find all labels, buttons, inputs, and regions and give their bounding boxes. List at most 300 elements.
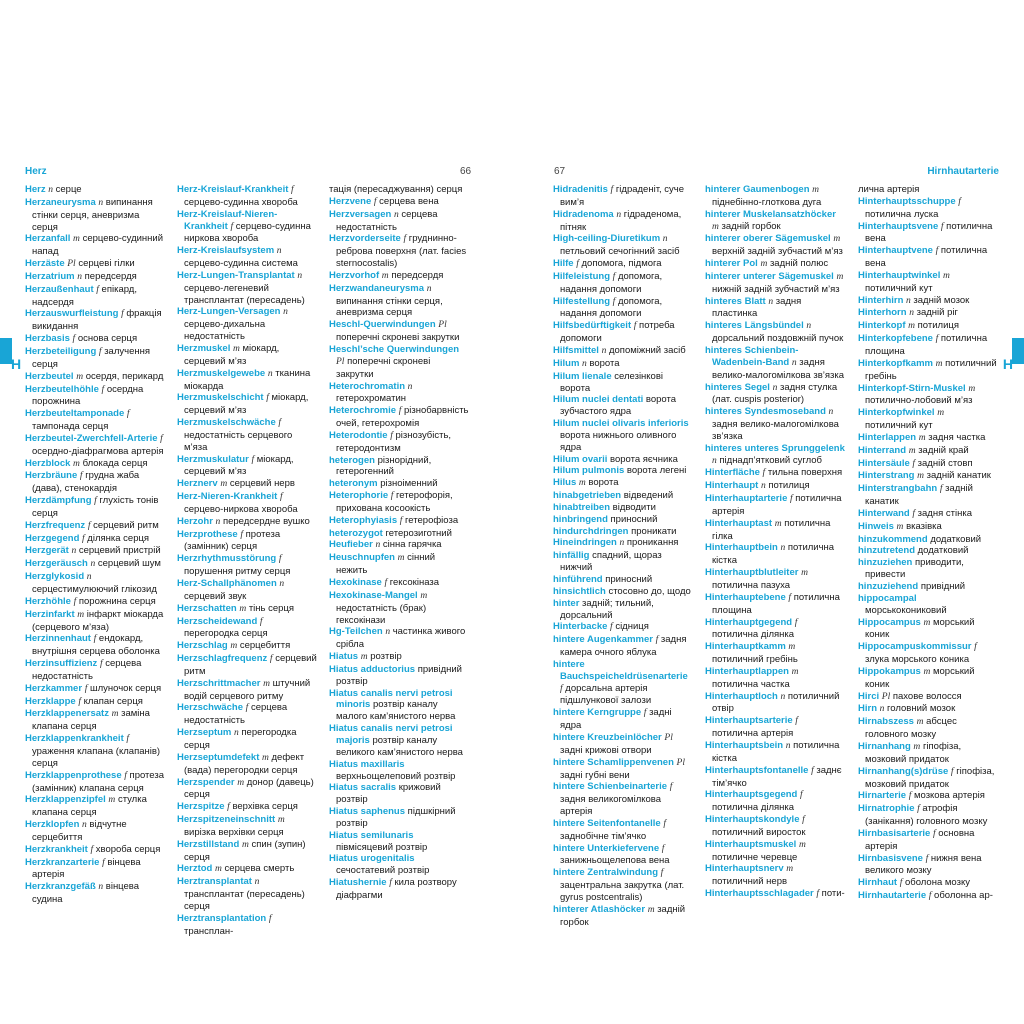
entry-translation: серцева недостатність bbox=[336, 208, 438, 233]
entry-translation: морський коник bbox=[865, 616, 975, 641]
dictionary-entry bbox=[858, 221, 998, 246]
entry-headword: Hinterhauptsmuskel bbox=[705, 838, 797, 850]
entry-gender: f bbox=[227, 802, 230, 813]
dictionary-entry bbox=[329, 759, 469, 783]
dictionary-entry bbox=[553, 514, 693, 526]
entry-headword: Hilum bbox=[553, 357, 580, 369]
dictionary-entry bbox=[705, 382, 845, 407]
dictionary-entry bbox=[177, 913, 317, 938]
entry-translation: задня велико-малогомілкова зв’язка bbox=[712, 419, 839, 442]
entry-translation: задній горбок bbox=[721, 220, 781, 232]
dictionary-entry bbox=[329, 283, 469, 320]
entry-headword: Herzaußenhaut bbox=[25, 283, 94, 295]
dictionary-entry bbox=[553, 258, 693, 271]
entry-gender: m bbox=[230, 641, 238, 652]
entry-translation: ворота зубчастого ядра bbox=[560, 394, 677, 418]
entry-gender: m bbox=[237, 777, 245, 788]
dictionary-entry bbox=[858, 458, 998, 471]
entry-headword: hintere Schienbeinarterie bbox=[553, 781, 668, 793]
entry-gender: f bbox=[384, 578, 388, 588]
dictionary-entry bbox=[25, 633, 165, 658]
entry-headword: Hidradenitis bbox=[553, 184, 608, 195]
entry-gender: m bbox=[360, 652, 368, 663]
entry-translation: селезінкові ворота bbox=[560, 370, 664, 394]
dictionary-entry bbox=[858, 666, 998, 691]
thumb-index-letter-right: H bbox=[1002, 356, 1013, 372]
dictionary-entry bbox=[177, 454, 317, 479]
entry-translation: спадний, щораз нижчий bbox=[560, 550, 662, 574]
entry-gender: f bbox=[160, 433, 163, 444]
entry-headword: Hippocampuskommissur bbox=[858, 641, 972, 653]
entry-headword: hinbringend bbox=[553, 513, 608, 525]
entry-gender: f bbox=[935, 334, 939, 345]
entry-headword: Heterophyiasis bbox=[329, 514, 398, 526]
dictionary-entry bbox=[553, 757, 693, 782]
dictionary-entry bbox=[25, 844, 165, 857]
entry-headword: Herzauswurfleistung bbox=[25, 308, 119, 320]
entry-translation: потилична частка bbox=[712, 678, 790, 690]
dictionary-entry bbox=[25, 733, 165, 770]
dictionary-entry bbox=[177, 801, 317, 814]
entry-gender: f bbox=[925, 853, 929, 864]
entry-translation: крижовий розтвір bbox=[336, 782, 441, 806]
entry-gender: f bbox=[939, 484, 943, 495]
dictionary-entry bbox=[329, 209, 469, 234]
dictionary-entry bbox=[25, 596, 165, 609]
dictionary-entry bbox=[705, 320, 845, 345]
entry-gender: m bbox=[913, 741, 921, 752]
entry-gender: f bbox=[126, 734, 130, 745]
dictionary-entry bbox=[329, 651, 469, 664]
dictionary-entry bbox=[858, 581, 998, 593]
entry-translation: задні губні вени bbox=[560, 769, 630, 781]
entry-translation: зацентральна закрутка (лат. gyrus postcentralis) bbox=[560, 880, 685, 903]
entry-translation: задні ядра bbox=[560, 707, 672, 732]
entry-headword: Herzbräune bbox=[25, 470, 78, 482]
dictionary-entry bbox=[705, 839, 845, 864]
dictionary-entry bbox=[177, 702, 317, 727]
entry-headword: Hinterhauptkamm bbox=[705, 641, 786, 653]
entry-headword: Herzscheidewand bbox=[177, 615, 258, 627]
dictionary-entry bbox=[329, 455, 469, 479]
dictionary-entry bbox=[329, 688, 469, 724]
entry-gender: m bbox=[77, 609, 85, 620]
dictionary-column-2 bbox=[177, 184, 317, 937]
entry-gender: f bbox=[633, 321, 637, 332]
entry-gender: f bbox=[802, 815, 805, 826]
entry-headword: Hiatus sacralis bbox=[329, 782, 397, 794]
entry-translation: серцева смерть bbox=[224, 863, 295, 875]
dictionary-entry bbox=[553, 818, 693, 843]
entry-translation: тильна поверхня bbox=[767, 467, 843, 479]
dictionary-entry bbox=[705, 641, 845, 666]
entry-gender: f bbox=[78, 696, 81, 707]
entry-translation: серцестимулюючий глікозид bbox=[32, 584, 157, 595]
dictionary-entry bbox=[705, 617, 845, 642]
entry-headword: Hirnbasisvene bbox=[858, 852, 923, 864]
entry-headword: hintere Schamlippenvenen bbox=[553, 756, 674, 768]
entry-headword: Herzglykosid bbox=[25, 571, 85, 583]
entry-gender: f bbox=[663, 818, 666, 829]
dictionary-entry bbox=[705, 592, 845, 617]
entry-headword: Hirnanhang(s)drüse bbox=[858, 765, 949, 777]
entry-headword: Hirnatrophie bbox=[858, 803, 915, 815]
entry-translation: серцеві гілки bbox=[78, 258, 135, 270]
entry-headword: hinteres Längsbündel bbox=[705, 320, 804, 332]
entry-gender: n bbox=[375, 540, 381, 551]
dictionary-entry bbox=[177, 863, 317, 876]
entry-translation: морський коник bbox=[865, 665, 975, 690]
entry-translation: верхньощелеповий розтвір bbox=[336, 770, 456, 782]
dictionary-entry bbox=[858, 691, 998, 704]
entry-gender: f bbox=[82, 533, 85, 544]
entry-headword: Hirnabszess bbox=[858, 716, 914, 728]
entry-headword: hinzukommend bbox=[858, 533, 928, 545]
entry-gender: m bbox=[923, 666, 931, 677]
entry-headword: Hinterhauptebene bbox=[705, 591, 786, 603]
entry-gender: m bbox=[381, 270, 389, 281]
dictionary-entry bbox=[25, 184, 165, 197]
dictionary-entry bbox=[25, 308, 165, 333]
entry-headword: Herztransplantation bbox=[177, 912, 267, 924]
dictionary-entry bbox=[705, 666, 845, 691]
entry-headword: Hinterfläche bbox=[705, 467, 760, 479]
entry-headword: Herzgegend bbox=[25, 532, 80, 544]
entry-headword: Herzinfarkt bbox=[25, 608, 75, 620]
dictionary-entry bbox=[329, 528, 469, 540]
dictionary-entry bbox=[177, 417, 317, 454]
entry-gender: n bbox=[760, 481, 766, 492]
entry-translation: підшкірний розтвір bbox=[336, 806, 456, 829]
entry-translation: серцебиття bbox=[239, 640, 291, 652]
entry-translation: лична артерія bbox=[858, 184, 920, 195]
entry-headword: Hilus bbox=[553, 477, 577, 489]
entry-translation: серцево-судинна ниркова хвороба bbox=[184, 220, 311, 245]
entry-translation: серцево-легеневий трансплантат (пересадень) bbox=[184, 282, 305, 306]
entry-headword: Hiatus saphenus bbox=[329, 806, 406, 818]
entry-translation: потилична кістка bbox=[712, 739, 840, 764]
entry-translation: заднє тім’ячко bbox=[712, 764, 842, 789]
dictionary-entry bbox=[705, 715, 845, 740]
entry-gender: n bbox=[616, 209, 622, 220]
entry-headword: Heschl-Querwindungen bbox=[329, 319, 436, 331]
entry-gender: f bbox=[908, 791, 912, 802]
entry-headword: hinteres Segel bbox=[705, 381, 770, 393]
entry-translation: потилична ділянка bbox=[712, 629, 795, 641]
entry-headword: Hiatus adductorius bbox=[329, 663, 416, 675]
entry-gender: f bbox=[899, 878, 903, 889]
entry-headword: Hinterhauptsschlagader bbox=[705, 888, 814, 900]
entry-headword: Hirnhautarterie bbox=[858, 890, 927, 902]
entry-headword: Herzspender bbox=[177, 776, 235, 788]
dictionary-entry bbox=[553, 490, 693, 502]
entry-gender: m bbox=[397, 553, 405, 564]
dictionary-entry bbox=[177, 392, 317, 417]
dictionary-entry bbox=[705, 789, 845, 814]
entry-gender: f bbox=[399, 515, 403, 526]
entry-gender: n bbox=[98, 882, 104, 893]
entry-headword: hintere Kreuzbeinlöcher bbox=[553, 731, 662, 743]
entry-translation: потиличне черевце bbox=[712, 851, 798, 863]
thumb-index-tab-right bbox=[1012, 338, 1024, 364]
entry-gender: m bbox=[760, 259, 768, 270]
dictionary-entry bbox=[858, 545, 998, 557]
entry-headword: Herzklappe bbox=[25, 695, 76, 707]
entry-gender: m bbox=[798, 839, 806, 850]
dictionary-entry bbox=[705, 518, 845, 543]
entry-headword: Hilum nuclei dentati bbox=[553, 394, 644, 406]
entry-gender: m bbox=[647, 904, 655, 915]
entry-translation: ворота яєчника bbox=[610, 453, 678, 465]
entry-gender: f bbox=[643, 708, 647, 719]
dictionary-entry bbox=[25, 233, 165, 258]
entry-translation: оболонна ар- bbox=[934, 890, 993, 902]
dictionary-entry bbox=[177, 343, 317, 368]
dictionary-entry bbox=[553, 394, 693, 418]
entry-translation: допомога, підмога bbox=[581, 258, 662, 270]
entry-headword: Herzhöhle bbox=[25, 595, 71, 607]
entry-translation: осердна порожнина bbox=[32, 383, 144, 408]
entry-headword: Hinterkopfebene bbox=[858, 333, 933, 345]
dictionary-entry bbox=[858, 307, 998, 320]
dictionary-entry bbox=[177, 553, 317, 578]
dictionary-entry bbox=[177, 578, 317, 603]
entry-translation: вінцева судина bbox=[32, 881, 140, 906]
entry-gender: n bbox=[86, 572, 92, 583]
dictionary-entry bbox=[25, 470, 165, 495]
dictionary-entry bbox=[705, 296, 845, 321]
entry-translation: поперечні скроневі закрутки bbox=[336, 355, 431, 380]
entry-headword: Hiatus canalis nervi petrosi minoris bbox=[329, 687, 453, 711]
dictionary-entry bbox=[329, 539, 469, 552]
entry-translation: допомога, надання допомоги bbox=[560, 270, 663, 295]
entry-headword: Hirnbasisarterie bbox=[858, 827, 931, 839]
dictionary-entry bbox=[553, 465, 693, 477]
dictionary-entry bbox=[553, 358, 693, 371]
entry-headword: Herzdämpfung bbox=[25, 495, 92, 507]
entry-gender: n bbox=[77, 271, 83, 282]
entry-headword: hinterer Gaumenbogen bbox=[705, 184, 810, 195]
entry-translation: розтвір bbox=[370, 651, 402, 663]
dictionary-column-3 bbox=[329, 184, 469, 902]
dictionary-entry bbox=[25, 433, 165, 458]
entry-translation: потиличний нерв bbox=[712, 876, 788, 888]
entry-gender: f bbox=[560, 683, 563, 694]
dictionary-entry bbox=[553, 659, 693, 707]
dictionary-entry bbox=[329, 490, 469, 515]
dictionary-entry bbox=[25, 683, 165, 696]
entry-headword: Hilfsmittel bbox=[553, 344, 599, 356]
dictionary-entry bbox=[858, 333, 998, 358]
entry-gender: f bbox=[121, 309, 124, 320]
entry-gender: f bbox=[974, 642, 977, 653]
entry-headword: hinteres unteres Sprunggelenk bbox=[705, 442, 845, 454]
dictionary-entry bbox=[177, 678, 317, 703]
entry-translation: потиличний кут bbox=[865, 282, 933, 294]
entry-gender: f bbox=[950, 766, 954, 777]
entry-translation: різнорідний, гетерогенний bbox=[336, 454, 432, 478]
entry-gender: m bbox=[774, 518, 782, 529]
entry-translation: розтвір каналу великого кам’янистого нерва bbox=[336, 734, 463, 758]
dictionary-entry bbox=[329, 515, 469, 528]
dictionary-entry bbox=[329, 626, 469, 651]
entry-translation: сідниця bbox=[615, 621, 649, 633]
entry-translation: задня стулка (лат. cuspis posterior) bbox=[712, 381, 838, 406]
entry-translation: частинка живого срібла bbox=[336, 626, 466, 651]
entry-gender: m bbox=[215, 864, 222, 875]
entry-translation: серцево-судинна система bbox=[184, 258, 298, 270]
entry-gender: Pl bbox=[881, 691, 891, 702]
entry-gender: n bbox=[780, 691, 786, 702]
entry-translation: занижньощелепова вена bbox=[560, 855, 670, 867]
entry-headword: Herzohr bbox=[177, 515, 213, 527]
entry-headword: Herz-Nieren-Krankheit bbox=[177, 491, 278, 503]
entry-translation: серцева недостатність bbox=[32, 658, 142, 682]
dictionary-entry bbox=[25, 371, 165, 384]
entry-headword: Heschl’sche Querwindungen bbox=[329, 343, 460, 355]
entry-gender: m bbox=[935, 358, 943, 369]
entry-translation: додатковий bbox=[930, 533, 982, 545]
entry-translation: трансплан- bbox=[184, 925, 234, 937]
entry-headword: Hinterbacke bbox=[553, 621, 608, 633]
entry-gender: m bbox=[788, 642, 796, 653]
entry-translation: ділянка серця bbox=[87, 532, 150, 544]
dictionary-entry bbox=[25, 258, 165, 271]
entry-translation: клапан серця bbox=[83, 695, 143, 707]
dictionary-entry bbox=[329, 664, 469, 688]
dictionary-entry bbox=[553, 345, 693, 358]
dictionary-entry bbox=[858, 557, 998, 581]
entry-headword: Hinterhauptskondyle bbox=[705, 814, 800, 826]
dictionary-entry bbox=[329, 782, 469, 806]
entry-gender: m bbox=[908, 445, 916, 456]
entry-translation: тканина міокарда bbox=[184, 367, 311, 392]
entry-headword: Herzatrium bbox=[25, 270, 75, 282]
entry-translation: дорсальний поздовжній пучок bbox=[712, 333, 844, 345]
dictionary-column-4 bbox=[553, 184, 693, 928]
entry-translation: порожнина серця bbox=[78, 595, 156, 607]
entry-translation: петльовий сечогінний засіб bbox=[560, 246, 680, 258]
dictionary-entry bbox=[858, 828, 998, 853]
entry-headword: Hinterlappen bbox=[858, 431, 917, 443]
entry-headword: Hinterhauptlappen bbox=[705, 665, 789, 677]
dictionary-entry bbox=[858, 534, 998, 546]
dictionary-entry bbox=[705, 493, 845, 518]
page-number-left: 66 bbox=[460, 166, 472, 177]
dictionary-entry bbox=[858, 270, 998, 295]
entry-translation: штучний водій серцевого ритму bbox=[184, 677, 311, 702]
entry-headword: Herzbeutel-Zwerchfell-Arterie bbox=[25, 432, 158, 444]
entry-gender: Pl bbox=[664, 732, 673, 743]
entry-gender: n bbox=[909, 308, 914, 319]
dictionary-entry bbox=[858, 877, 998, 890]
entry-headword: Herzversagen bbox=[329, 208, 392, 220]
dictionary-entry bbox=[25, 520, 165, 533]
entry-gender: f bbox=[795, 716, 798, 727]
dictionary-entry bbox=[553, 233, 693, 258]
entry-gender: f bbox=[610, 622, 613, 633]
entry-translation: задня велико-малогомілкова зв’язка bbox=[712, 356, 845, 381]
entry-gender: n bbox=[662, 234, 668, 245]
dictionary-entry bbox=[25, 571, 165, 596]
entry-gender: f bbox=[94, 496, 97, 507]
entry-gender: f bbox=[403, 234, 407, 245]
entry-headword: Hinterrand bbox=[858, 444, 907, 456]
entry-translation: міокард, серцевий м’яз bbox=[184, 342, 280, 367]
entry-headword: Herzklappenersatz bbox=[25, 708, 109, 720]
entry-gender: f bbox=[240, 529, 243, 540]
entry-gender: m bbox=[942, 270, 950, 281]
entry-translation: приводити, привести bbox=[865, 557, 964, 581]
entry-gender: m bbox=[801, 568, 808, 579]
entry-headword: hinterer oberer Sägemuskel bbox=[705, 233, 831, 245]
entry-translation: серцево-ниркова хвороба bbox=[184, 503, 298, 515]
entry-translation: задній; тильний, дорсальний bbox=[560, 597, 654, 621]
entry-headword: Herzfrequenz bbox=[25, 519, 86, 531]
entry-translation: задня стінка bbox=[917, 507, 972, 519]
entry-headword: Herz-Kreislaufsystem bbox=[177, 245, 275, 257]
entry-translation: відчутне серцебиття bbox=[32, 819, 127, 843]
dictionary-entry bbox=[858, 641, 998, 666]
entry-translation: ворота легені bbox=[626, 465, 687, 477]
entry-translation: розтвір каналу малого кам’янистого нерва bbox=[336, 699, 456, 723]
entry-headword: Herzmuskelgewebe bbox=[177, 367, 266, 379]
entry-headword: Herzseptum bbox=[177, 727, 232, 739]
entry-headword: hinfällig bbox=[553, 550, 590, 562]
entry-translation: сечостатевий розтвір bbox=[336, 865, 430, 877]
entry-headword: Herz-Schallphänomen bbox=[177, 578, 277, 589]
entry-gender: f bbox=[87, 520, 91, 531]
entry-translation: потилична пазуха bbox=[712, 580, 791, 591]
entry-gender: m bbox=[786, 864, 794, 875]
dictionary-entry bbox=[553, 184, 693, 209]
entry-translation: сінний нежить bbox=[336, 552, 436, 577]
entry-gender: f bbox=[655, 635, 659, 646]
entry-headword: Hinterhauptsschuppe bbox=[858, 195, 956, 207]
entry-gender: m bbox=[923, 617, 931, 628]
entry-translation: задня частка bbox=[928, 431, 986, 443]
entry-gender: n bbox=[71, 546, 77, 557]
entry-headword: Hilfe bbox=[553, 258, 574, 270]
entry-headword: Herzklappenkrankheit bbox=[25, 733, 124, 745]
entry-translation: допомога, надання допомоги bbox=[560, 295, 663, 320]
entry-headword: Hinterstrang bbox=[858, 470, 915, 482]
entry-headword: hinteres Blatt bbox=[705, 295, 766, 307]
entry-gender: f bbox=[278, 554, 282, 565]
entry-headword: Herz-Kreislauf-Nieren-Krankheit bbox=[177, 208, 278, 232]
dictionary-entry bbox=[858, 358, 998, 383]
entry-headword: Herzgerät bbox=[25, 545, 69, 557]
dictionary-entry bbox=[553, 537, 693, 550]
dictionary-entry bbox=[329, 590, 469, 627]
dictionary-entry bbox=[553, 867, 693, 904]
dictionary-entry bbox=[25, 819, 165, 844]
entry-translation: гіпофіза, мозковий придаток bbox=[865, 740, 962, 765]
entry-translation: ворота нижнього оливного ядра bbox=[560, 429, 677, 453]
entry-gender: f bbox=[661, 843, 665, 854]
entry-translation: інфаркт міокарда (серцевого м’яза) bbox=[32, 608, 164, 633]
entry-gender: f bbox=[291, 185, 294, 195]
entry-translation: задній канатик bbox=[926, 470, 991, 482]
entry-translation: глухість тонів серця bbox=[32, 495, 159, 519]
dictionary-entry bbox=[25, 696, 165, 709]
entry-headword: hinteres Syndesmoseband bbox=[705, 406, 826, 418]
dictionary-entry bbox=[329, 430, 469, 455]
entry-headword: hippocampal bbox=[858, 592, 917, 604]
entry-translation: тація (пересаджування) серця bbox=[329, 184, 463, 195]
dictionary-entry bbox=[177, 653, 317, 678]
entry-gender: Pl bbox=[67, 259, 76, 270]
